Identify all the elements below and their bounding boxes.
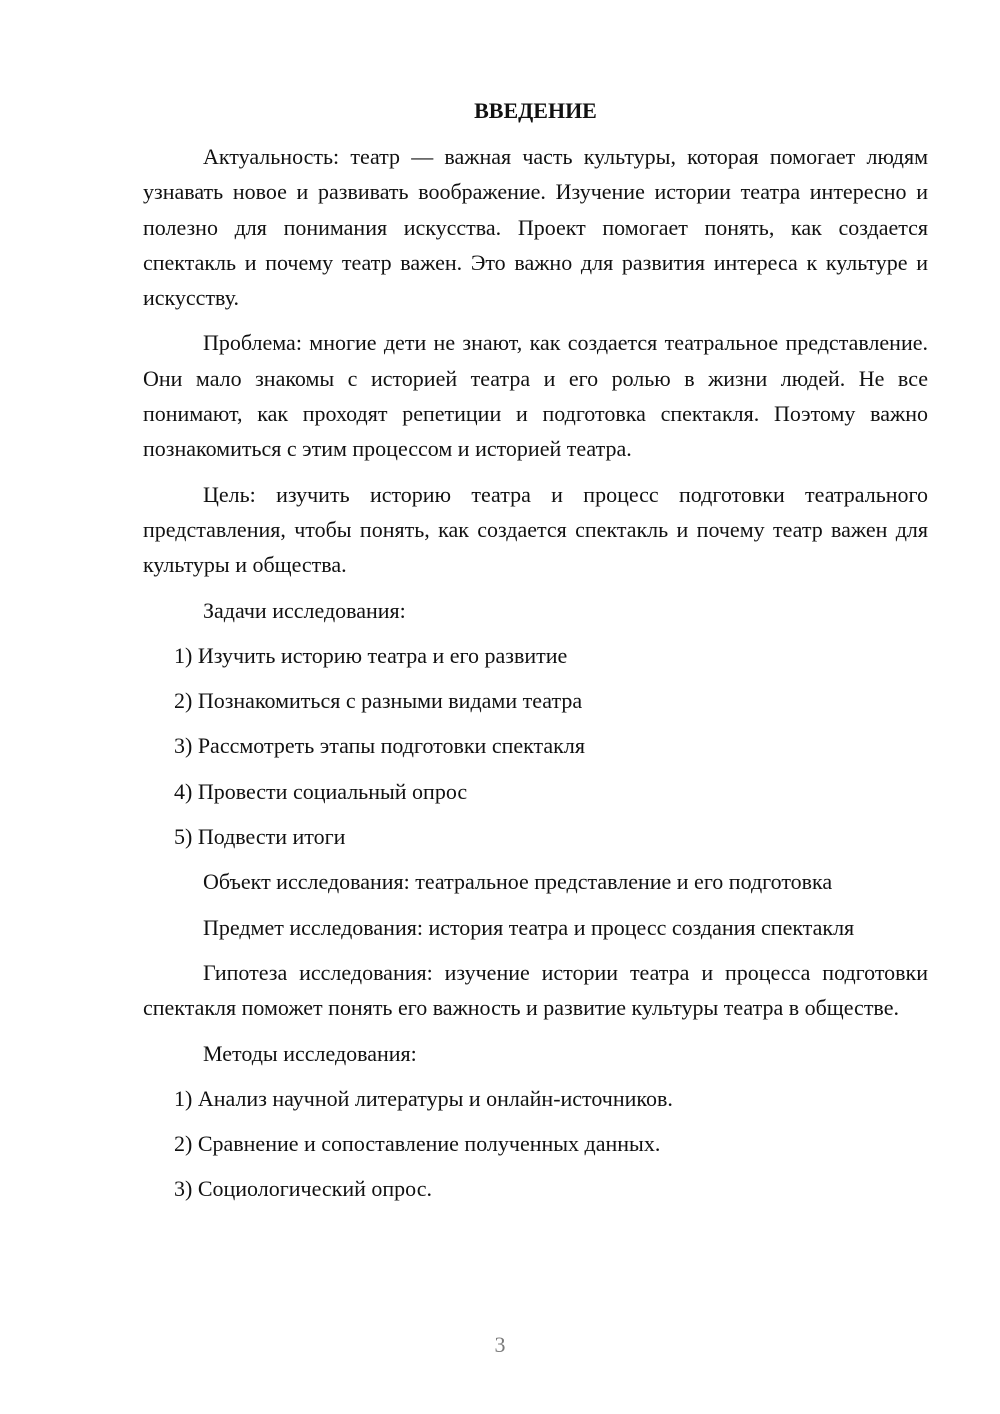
list-item: 4) Провести социальный опрос bbox=[174, 778, 468, 804]
section-title: ВВЕДЕНИЕ bbox=[474, 98, 597, 123]
list-item: 3) Социологический опрос. bbox=[174, 1176, 432, 1202]
subject-paragraph: Предмет исследования: история театра и процесс создания спектакля bbox=[203, 914, 855, 940]
list-item: 2) Познакомиться с разными видами театра bbox=[174, 688, 583, 714]
document-page bbox=[143, 96, 928, 1217]
relevance-paragraph: Актуальность: театр — важная часть культуры, которая помогает людям узнавать новое и развивать воображение. Изучение истории театра интересно и полезно для понимания искусства. Проект помогает понять, как создается спектакль и почему театр важен. Это важно для развития интереса к культуре и искусству. bbox=[143, 144, 928, 311]
methods-list bbox=[143, 1081, 928, 1207]
page-number: 3 bbox=[494, 1332, 506, 1357]
tasks-heading: Задачи исследования: bbox=[203, 597, 406, 623]
problem-paragraph: Проблема: многие дети не знают, как создается театральное представление. Они мало знакомы с историей театра и его ролью в жизни людей. Не все понимают, как проходят репетиции и подготовка спектакля. Поэтому важно познакомиться с этим процессом и историей театра. bbox=[143, 330, 928, 462]
hypothesis-paragraph: Гипотеза исследования: изучение истории театра и процесса подготовки спектакля поможет понять его важность и развитие культуры театра в обществе. bbox=[143, 959, 928, 1021]
object-line: Объект исследования: театральное представление и его подготовка bbox=[203, 869, 833, 895]
list-item: 5) Подвести итоги bbox=[174, 824, 346, 850]
list-item: 1) Изучить историю театра и его развитие bbox=[174, 642, 568, 668]
list-item: 2) Сравнение и сопоставление полученных данных. bbox=[174, 1131, 661, 1157]
list-item: 3) Рассмотреть этапы подготовки спектакля bbox=[174, 733, 585, 759]
goal-paragraph: Цель: изучить историю театра и процесс подготовки театрального представления, чтобы понять, как создается спектакль и почему театр важен для культуры и общества. bbox=[143, 481, 928, 578]
list-item: 1) Анализ научной литературы и онлайн-источников. bbox=[174, 1085, 673, 1111]
tasks-list bbox=[143, 638, 928, 854]
methods-heading: Методы исследования: bbox=[203, 1040, 417, 1066]
